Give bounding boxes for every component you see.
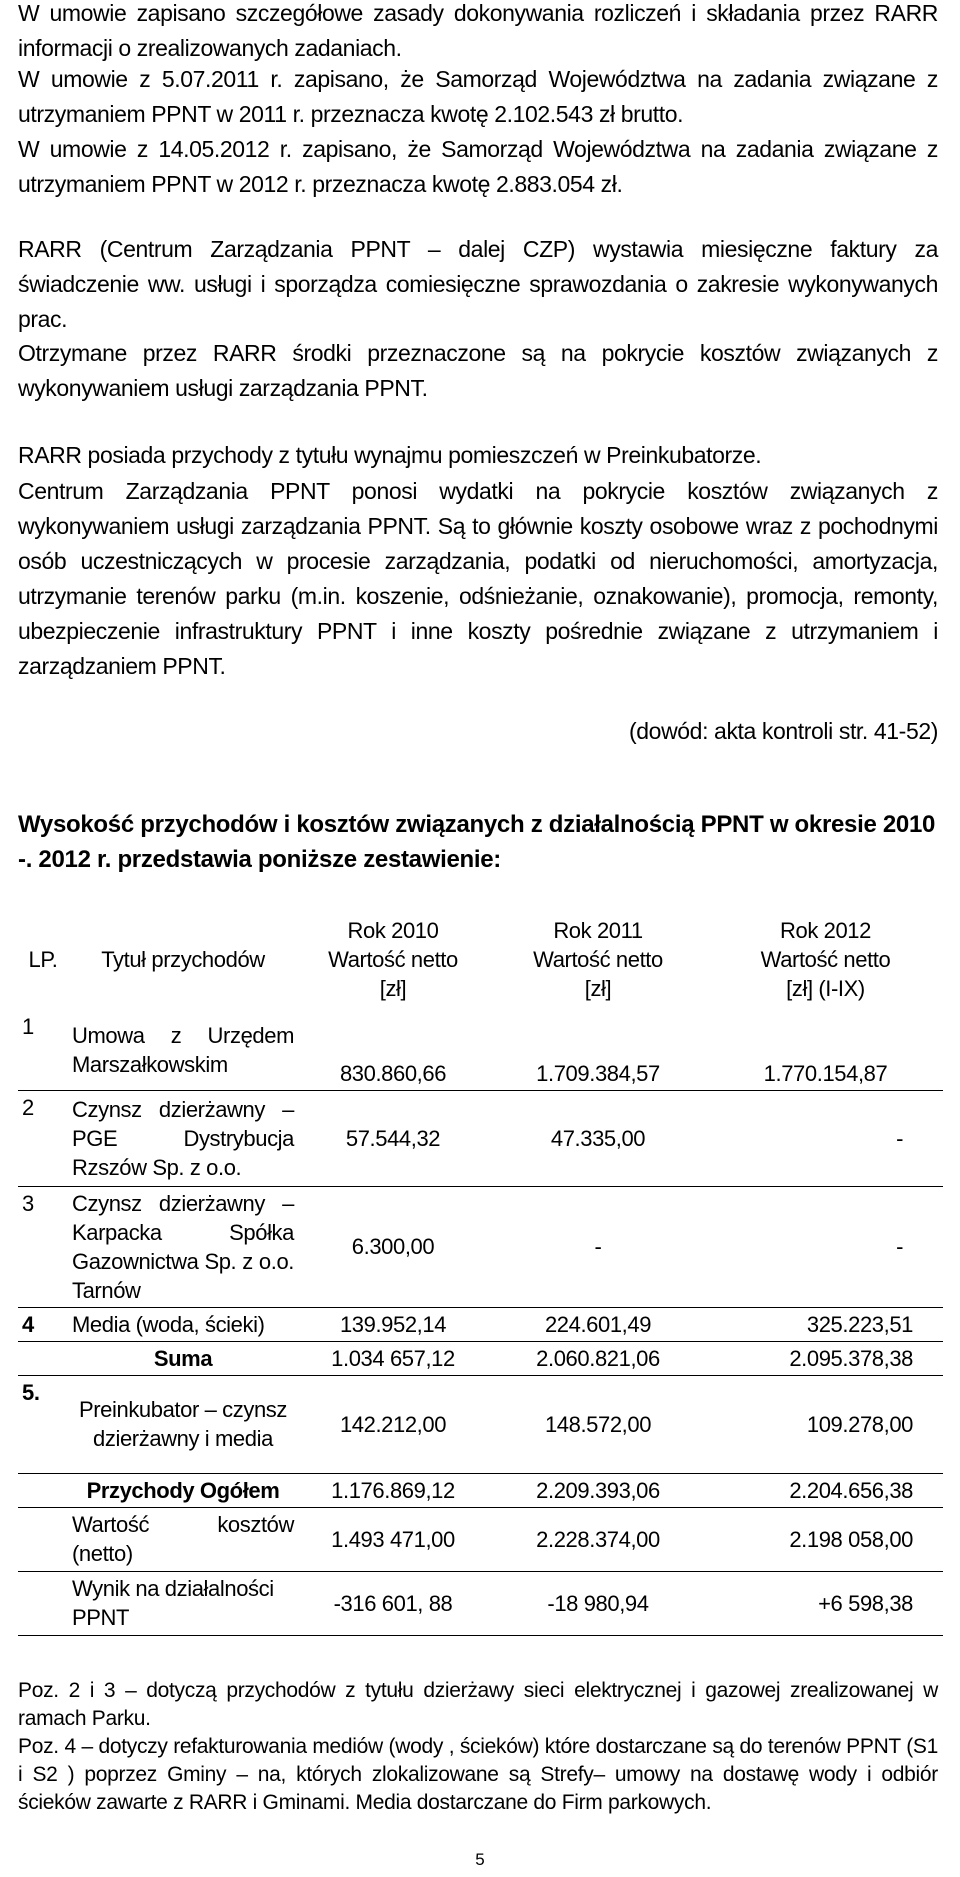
revenue-cost-table	[18, 908, 943, 1636]
header-2012: Rok 2012 Wartość netto [zł] (I-IX)	[760, 917, 891, 1001]
section-heading: Wysokość przychodów i kosztów związanych z działalnością PPNT w okresie 2010 -. 2012 r. przedstawia poniższe zestawienie:	[18, 811, 936, 873]
paragraph-expenses: Centrum Zarządzania PPNT ponosi wydatki na pokrycie kosztów związanych z wykonywaniem usługi zarządzania PPNT. Są to głównie koszty osobowe wraz z pochodnymi osób uczestniczących w procesie zarządzania, podatki od nieruchomości, amortyzacja, utrzymanie terenów parku (m.in. koszenie, odśnieżanie, oznakowanie), promocja, remonty, ubezpieczenie infrastruktury PPNT i inne koszty pośrednie związane z utrzymaniem i zarządzaniem PPNT.	[18, 478, 938, 679]
header-title: Tytuł przychodów	[101, 946, 265, 972]
table-row: 4 Media (woda, ścieki) 139.952,14 224.601,49 325.223,51	[18, 1307, 943, 1341]
paragraph-agreement-2012: W umowie z 14.05.2012 r. zapisano, że Samorząd Województwa na zadania związane z utrzymaniem PPNT w 2012 r. przeznacza kwotę 2.883.054 zł.	[18, 136, 938, 197]
table-header-row	[18, 908, 943, 1010]
header-2011: Rok 2011 Wartość netto [zł]	[533, 917, 663, 1001]
paragraph-rental-income: RARR posiada przychody z tytułu wynajmu pomieszczeń w Preinkubatorze.	[18, 442, 762, 468]
table-row-total-revenue: Przychody Ogółem 1.176.869,12 2.209.393,06 2.204.656,38	[18, 1473, 943, 1507]
evidence-reference: (dowód: akta kontroli str. 41-52)	[629, 718, 938, 744]
header-2010: Rok 2010 Wartość netto [zł]	[328, 917, 458, 1001]
table-row-costs: Wartość kosztów (netto) 1.493 471,00 2.228.374,00 2.198 058,00	[18, 1507, 943, 1571]
page-number: 5	[475, 1850, 485, 1869]
footnotes	[18, 1677, 938, 1817]
table-row: 3 Czynsz dzierżawny – Karpacka Spółka Gazownictwa Sp. z o.o. Tarnów 6.300,00 - -	[18, 1186, 943, 1307]
footnote-positions-2-3: Poz. 2 i 3 – dotyczą przychodów z tytułu dzierżawy sieci elektrycznej i gazowej zrealizowanej w ramach Parku.	[18, 1679, 938, 1730]
table-row: 1 Umowa z Urzędem Marszałkowskim 830.860,66 1.709.384,57 1.770.154,87	[18, 1010, 943, 1090]
table-row-sum: Suma 1.034 657,12 2.060.821,06 2.095.378,38	[18, 1341, 943, 1375]
table-row-result: Wynik na działalności PPNT -316 601, 88 -18 980,94 +6 598,38	[18, 1571, 943, 1635]
paragraph-funds: Otrzymane przez RARR środki przeznaczone są na pokrycie kosztów związanych z wykonywaniem usługi zarządzania PPNT.	[18, 340, 938, 401]
table-row: 2 Czynsz dzierżawny – PGE Dystrybucja Rzszów Sp. z o.o. 57.544,32 47.335,00 -	[18, 1090, 943, 1186]
paragraph-settlement-rules: W umowie zapisano szczegółowe zasady dokonywania rozliczeń i składania przez RARR informacji o zrealizowanych zadaniach.	[18, 0, 938, 61]
paragraph-invoices: RARR (Centrum Zarządzania PPNT – dalej CZP) wystawia miesięczne faktury za świadczenie ww. usługi i sporządza comiesięczne sprawozdania o zakresie wykonywanych prac.	[18, 236, 938, 332]
table-row: 5. Preinkubator – czynsz dzierżawny i media 142.212,00 148.572,00 109.278,00	[18, 1375, 943, 1473]
footnote-position-4: Poz. 4 – dotyczy refakturowania mediów (wody , ścieków) które dostarczane są do terenów PPNT (S1 i S2 ) poprzez Gminy – na, których zlokalizowane są Strefy– umowy na dostawę wody i odbiór ścieków zawarte z RARR i Gminami. Media dostarczane do Firm parkowych.	[18, 1735, 938, 1814]
header-lp: LP.	[28, 946, 58, 972]
paragraph-agreement-2011: W umowie z 5.07.2011 r. zapisano, że Samorząd Województwa na zadania związane z utrzymaniem PPNT w 2011 r. przeznacza kwotę 2.102.543 zł brutto.	[18, 66, 938, 127]
